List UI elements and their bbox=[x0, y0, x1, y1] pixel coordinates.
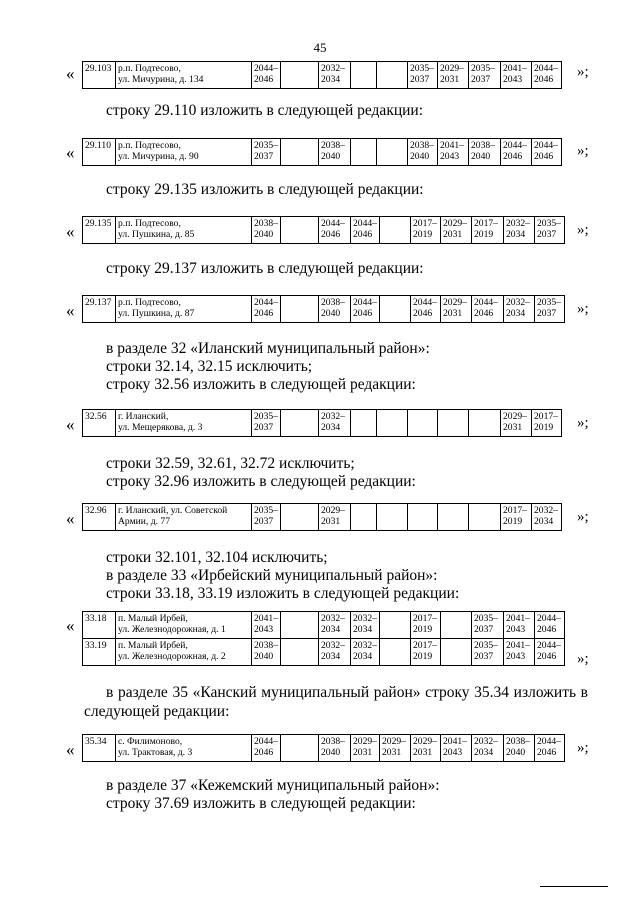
address-line: п. Малый Ирбей, bbox=[118, 613, 188, 624]
year-cell: 2041– 2043 bbox=[437, 139, 468, 166]
row-number-cell: 32.96 bbox=[83, 504, 116, 531]
year-cell: 2017– 2019 bbox=[471, 217, 503, 244]
instruction-32-exclude-2: строки 32.59, 32.61, 32.72 исключить; bbox=[106, 455, 355, 472]
quote-open: « bbox=[66, 616, 75, 635]
section-33-heading: в разделе 33 «Ирбейский муниципальный район»: bbox=[106, 567, 438, 584]
year-cell: 2044– 2046 bbox=[252, 62, 281, 89]
address-line: р.п. Подтесово, bbox=[118, 218, 181, 229]
year-cell bbox=[280, 62, 318, 89]
instruction-32-exclude-3: строки 32.101, 32.104 исключить; bbox=[106, 549, 328, 566]
quote-close: »; bbox=[577, 143, 589, 159]
year-cell: 2038– 2040 bbox=[503, 735, 534, 762]
quote-open: « bbox=[66, 64, 75, 83]
table-row bbox=[83, 504, 562, 531]
year-cell bbox=[379, 612, 410, 639]
instruction-32-56: строку 32.56 изложить в следующей редакции: bbox=[106, 376, 416, 393]
page-number: 45 bbox=[313, 40, 327, 55]
row-number-cell: 33.18 bbox=[83, 612, 116, 639]
year-cell bbox=[440, 612, 471, 639]
year-cell: 2035– 2037 bbox=[468, 62, 500, 89]
address-cell bbox=[116, 410, 252, 437]
year-cell bbox=[350, 410, 376, 437]
year-cell: 2035– 2037 bbox=[534, 217, 564, 244]
year-cell: 2038– 2040 bbox=[407, 139, 437, 166]
quote-open: « bbox=[66, 509, 75, 528]
row-table-29-137 bbox=[82, 295, 565, 323]
year-cell: 2044– 2046 bbox=[534, 612, 564, 639]
year-cell: 2044– 2046 bbox=[252, 296, 281, 323]
year-cell: 2032– 2034 bbox=[318, 639, 350, 666]
year-cell: 2041– 2043 bbox=[503, 639, 534, 666]
year-cell bbox=[350, 504, 376, 531]
section-37-heading: в разделе 37 «Кежемский муниципальный район»: bbox=[106, 777, 440, 794]
quote-close: »; bbox=[577, 64, 589, 80]
address-line: ул. Мичурина, д. 134 bbox=[118, 74, 204, 85]
address-line: ул. Мещерякова, д. 3 bbox=[118, 422, 203, 433]
year-cell bbox=[376, 410, 407, 437]
year-cell: 2029– 2031 bbox=[440, 217, 471, 244]
year-cell bbox=[280, 612, 318, 639]
year-cell: 2032– 2034 bbox=[531, 504, 561, 531]
address-line: ул. Железнодорожная, д. 2 bbox=[118, 651, 226, 662]
year-cell bbox=[468, 410, 500, 437]
row-table-33-18 bbox=[82, 611, 565, 639]
year-cell: 2035– 2037 bbox=[471, 612, 503, 639]
year-cell bbox=[437, 504, 468, 531]
year-cell: 2035– 2037 bbox=[252, 504, 281, 531]
instruction-33-18-19: строки 33.18, 33.19 изложить в следующей редакции: bbox=[106, 585, 460, 602]
address-line: Армии, д. 77 bbox=[118, 516, 170, 527]
year-cell: 2032– 2034 bbox=[471, 735, 503, 762]
row-number-cell: 35.34 bbox=[83, 735, 116, 762]
row-number-cell: 29.135 bbox=[83, 217, 116, 244]
row-table-29-135 bbox=[82, 216, 565, 244]
year-cell: 2032– 2034 bbox=[503, 296, 534, 323]
year-cell: 2035– 2037 bbox=[471, 639, 503, 666]
year-cell: 2029– 2031 bbox=[379, 735, 410, 762]
table-row bbox=[83, 139, 562, 166]
address-line: ул. Мичурина, д. 90 bbox=[118, 151, 199, 162]
year-cell: 2035– 2037 bbox=[252, 410, 281, 437]
quote-close: »; bbox=[577, 509, 589, 525]
table-row bbox=[83, 639, 565, 666]
year-cell: 2029– 2031 bbox=[318, 504, 350, 531]
address-line: р.п. Подтесово, bbox=[118, 63, 181, 74]
year-cell: 2044– 2046 bbox=[318, 217, 350, 244]
table-row bbox=[83, 296, 565, 323]
row-table-32-56 bbox=[82, 409, 562, 437]
year-cell bbox=[280, 410, 318, 437]
year-cell: 2032– 2034 bbox=[318, 612, 350, 639]
year-cell bbox=[379, 217, 410, 244]
address-line: г. Иланский, bbox=[118, 411, 169, 422]
instruction-29-135: строку 29.135 изложить в следующей редакции: bbox=[106, 181, 424, 198]
instruction-29-137: строку 29.137 изложить в следующей редакции: bbox=[106, 260, 424, 277]
table-row bbox=[83, 735, 565, 762]
address-cell bbox=[116, 612, 252, 639]
year-cell bbox=[376, 504, 407, 531]
year-cell: 2017– 2019 bbox=[410, 612, 440, 639]
table-row bbox=[83, 612, 565, 639]
instruction-29-110: строку 29.110 изложить в следующей редакции: bbox=[106, 102, 424, 119]
table-row bbox=[83, 410, 562, 437]
quote-close: »; bbox=[577, 222, 589, 238]
address-line: п. Малый Ирбей, bbox=[118, 640, 188, 651]
address-cell bbox=[116, 62, 252, 89]
year-cell bbox=[350, 139, 376, 166]
year-cell: 2044– 2046 bbox=[410, 296, 440, 323]
address-line: р.п. Подтесово, bbox=[118, 297, 181, 308]
row-number-cell: 29.137 bbox=[83, 296, 116, 323]
year-cell: 2041– 2043 bbox=[252, 612, 281, 639]
year-cell: 2032– 2034 bbox=[350, 612, 379, 639]
year-cell: 2044– 2046 bbox=[471, 296, 503, 323]
year-cell bbox=[437, 410, 468, 437]
year-cell: 2017– 2019 bbox=[410, 639, 440, 666]
quote-open: « bbox=[66, 301, 75, 320]
row-table-33-19 bbox=[82, 638, 565, 666]
year-cell bbox=[280, 735, 318, 762]
year-cell: 2044– 2046 bbox=[531, 139, 561, 166]
year-cell bbox=[280, 139, 318, 166]
address-line: ул. Железнодорожная, д. 1 bbox=[118, 624, 226, 635]
quote-open: « bbox=[66, 415, 75, 434]
address-cell bbox=[116, 217, 252, 244]
row-number-cell: 32.56 bbox=[83, 410, 116, 437]
year-cell bbox=[468, 504, 500, 531]
year-cell: 2035– 2037 bbox=[534, 296, 564, 323]
year-cell bbox=[280, 639, 318, 666]
row-table-32-96 bbox=[82, 503, 562, 531]
table-row bbox=[83, 62, 562, 89]
year-cell: 2029– 2031 bbox=[410, 735, 440, 762]
year-cell: 2032– 2034 bbox=[503, 217, 534, 244]
year-cell bbox=[376, 139, 407, 166]
address-line: ул. Пушкина, д. 87 bbox=[118, 308, 195, 319]
section-35-text-cont: следующей редакции: bbox=[84, 703, 230, 720]
address-cell bbox=[116, 504, 252, 531]
year-cell: 2038– 2040 bbox=[318, 735, 350, 762]
year-cell: 2044– 2046 bbox=[500, 139, 531, 166]
year-cell: 2044– 2046 bbox=[350, 296, 379, 323]
quote-close: »; bbox=[577, 301, 589, 317]
year-cell bbox=[376, 62, 407, 89]
footer-rule bbox=[540, 886, 608, 887]
year-cell: 2044– 2046 bbox=[534, 639, 564, 666]
quote-open: « bbox=[66, 143, 75, 162]
year-cell: 2017– 2019 bbox=[410, 217, 440, 244]
address-line: р.п. Подтесово, bbox=[118, 140, 181, 151]
address-line: с. Филимоново, bbox=[118, 736, 183, 747]
quote-close: »; bbox=[577, 651, 589, 667]
year-cell: 2017– 2019 bbox=[500, 504, 531, 531]
row-number-cell: 29.103 bbox=[83, 62, 116, 89]
year-cell bbox=[280, 504, 318, 531]
year-cell bbox=[280, 296, 318, 323]
year-cell: 2029– 2031 bbox=[350, 735, 379, 762]
row-number-cell: 29.110 bbox=[83, 139, 116, 166]
row-table-29-110 bbox=[82, 138, 562, 166]
year-cell: 2041– 2043 bbox=[440, 735, 471, 762]
address-line: ул. Трактовая, д. 3 bbox=[118, 747, 193, 758]
quote-close: »; bbox=[577, 740, 589, 756]
address-line: г. Иланский, ул. Советской bbox=[118, 505, 228, 516]
year-cell: 2038– 2040 bbox=[318, 139, 350, 166]
address-cell bbox=[116, 139, 252, 166]
instruction-37-69: строку 37.69 изложить в следующей редакции: bbox=[106, 795, 416, 812]
section-32-heading: в разделе 32 «Иланский муниципальный район»: bbox=[106, 340, 430, 357]
row-number-cell: 33.19 bbox=[83, 639, 116, 666]
quote-open: « bbox=[66, 740, 75, 759]
row-table-35-34 bbox=[82, 734, 565, 762]
year-cell: 2035– 2037 bbox=[407, 62, 437, 89]
year-cell: 2038– 2040 bbox=[252, 217, 281, 244]
year-cell: 2038– 2040 bbox=[252, 639, 281, 666]
year-cell: 2041– 2043 bbox=[500, 62, 531, 89]
year-cell: 2017– 2019 bbox=[531, 410, 561, 437]
year-cell: 2044– 2046 bbox=[350, 217, 379, 244]
year-cell bbox=[407, 504, 437, 531]
quote-open: « bbox=[66, 222, 75, 241]
quote-close: »; bbox=[577, 415, 589, 431]
year-cell: 2044– 2046 bbox=[534, 735, 564, 762]
year-cell bbox=[280, 217, 318, 244]
year-cell bbox=[440, 639, 471, 666]
year-cell bbox=[350, 62, 376, 89]
year-cell: 2032– 2034 bbox=[350, 639, 379, 666]
year-cell: 2038– 2040 bbox=[318, 296, 350, 323]
row-table-29-103 bbox=[82, 61, 562, 89]
year-cell: 2032– 2034 bbox=[318, 410, 350, 437]
year-cell: 2029– 2031 bbox=[500, 410, 531, 437]
address-line: ул. Пушкина, д. 85 bbox=[118, 229, 195, 240]
address-cell bbox=[116, 296, 252, 323]
year-cell: 2044– 2046 bbox=[531, 62, 561, 89]
year-cell: 2038– 2040 bbox=[468, 139, 500, 166]
section-35-text: в разделе 35 «Канский муниципальный район» строку 35.34 изложить в bbox=[106, 684, 588, 701]
table-row bbox=[83, 217, 565, 244]
instruction-32-exclude: строки 32.14, 32.15 исключить; bbox=[106, 358, 313, 375]
year-cell: 2029– 2031 bbox=[440, 296, 471, 323]
instruction-32-96: строку 32.96 изложить в следующей редакции: bbox=[106, 473, 416, 490]
year-cell: 2035– 2037 bbox=[252, 139, 281, 166]
year-cell: 2041– 2043 bbox=[503, 612, 534, 639]
year-cell: 2029– 2031 bbox=[437, 62, 468, 89]
year-cell: 2044– 2046 bbox=[252, 735, 281, 762]
year-cell bbox=[407, 410, 437, 437]
address-cell bbox=[116, 639, 252, 666]
year-cell bbox=[379, 296, 410, 323]
year-cell: 2032– 2034 bbox=[318, 62, 350, 89]
address-cell bbox=[116, 735, 252, 762]
year-cell bbox=[379, 639, 410, 666]
